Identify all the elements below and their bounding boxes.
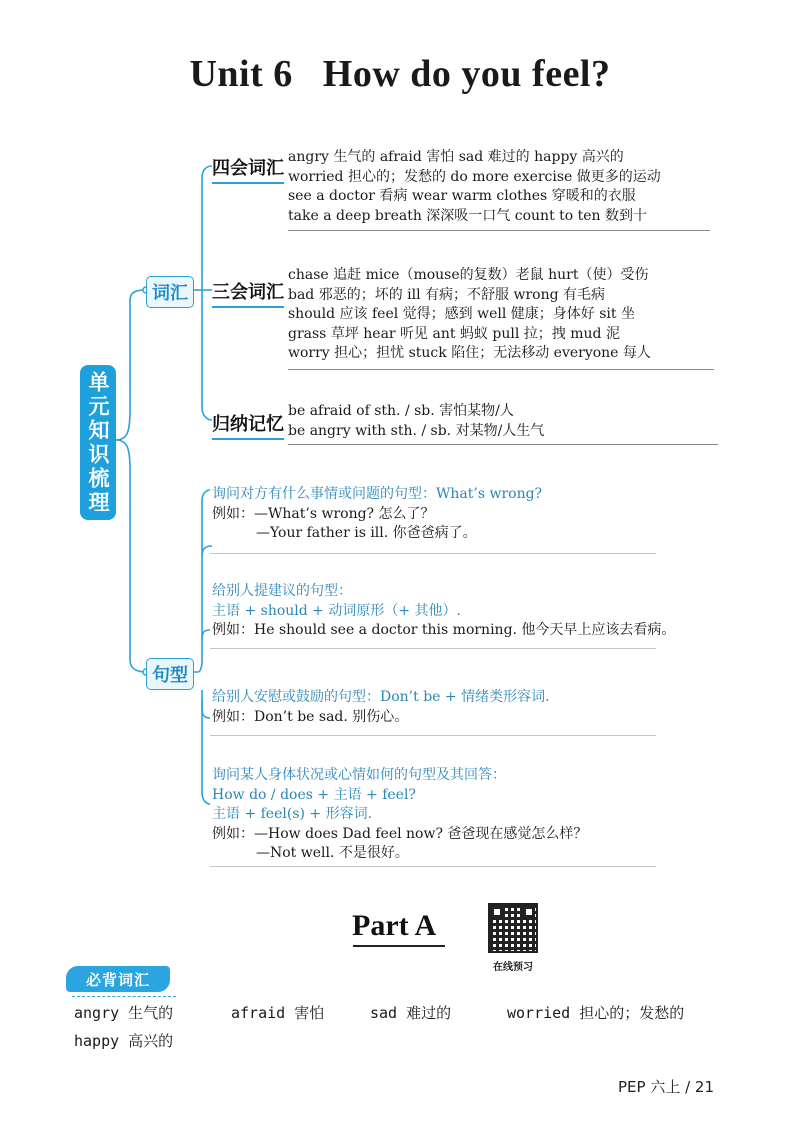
three-skill-line: chase 追赶 mice（mouse的复数）老鼠 hurt（使）受伤 [288,267,649,283]
sentence-divider [210,735,656,736]
connector-sentence-1 [194,546,212,672]
qr-label: 在线预习 [493,962,533,973]
qr-code-icon[interactable] [488,903,538,953]
must-vocab-tag: 必背词汇 [66,966,170,992]
sentence-group-2 [212,582,675,641]
branch-sentences: 句型 [146,658,194,690]
four-skill-line: see a doctor 看病 wear warm clothes 穿暖和的衣服 [288,188,636,205]
sentence-intro: 给别人安慰或鼓励的句型： [212,689,380,705]
three-skill-line: grass 草坪 hear 听见 ant 蚂蚁 pull 拉；拽 mud 泥 [288,325,620,342]
sentence-intro: 询问对方有什么事情或问题的句型： [212,486,436,502]
sentence-pattern: Don’t be + 情绪类形容词. [380,689,550,705]
sentence-pattern: What’s wrong? [436,486,543,502]
sentence-example: 例如：Don’t be sad. 别伤心。 [212,708,409,725]
three-skill-line: bad 邪恶的；坏的 ill 有病；不舒服 wrong 有毛病 [288,286,606,303]
sentence-pattern: 主语 + feel(s) + 形容词. [212,806,373,822]
three-skill-line: worry 担心；担忧 stuck 陷住；无法移动 everyone 每人 [288,345,651,362]
connector-four-skill [202,166,212,290]
sentence-divider [210,648,656,649]
vocab-word: sad 难过的 [370,1004,452,1022]
unit-number: Unit 6 [189,53,293,95]
sentence-example: 例如：He should see a doctor this morning. 他今天早上应该去看病。 [212,622,676,638]
three-skill-line: should 应该 feel 觉得；感到 well 健康；身体好 sit 坐 [288,306,635,323]
sentence-example: 例如：—What’s wrong? 怎么了？ [212,505,435,522]
root-node: 单元知识梳理 [80,365,116,520]
connector-sentence-3 [202,690,210,718]
sentence-pattern: How do / does + 主语 + feel? [212,786,416,803]
part-a-title: Part A [352,909,437,942]
vocab-word: afraid 害怕 [231,1004,325,1022]
sentence-example: 例如：—How does Dad feel now? 爸爸现在感觉怎么样？ [212,825,588,842]
summary-line: be afraid of sth. / sb. 害怕某物/人 [288,403,514,419]
four-skill-line: worried 担心的；发愁的 do more exercise 做更多的运动 [288,168,661,185]
three-skill-underline [288,369,714,370]
summary-line: be angry with sth. / sb. 对某物/人生气 [288,422,545,439]
four-skill-line: take a deep breath 深深吸一口气 count to ten 数到十 [288,207,648,224]
sentence-pattern: 主语 + should + 动词原形（+ 其他）. [212,602,461,619]
four-skill-block [288,148,661,226]
sentence-example: —Not well. 不是很好。 [256,845,409,861]
three-skill-label: 三会词汇 [212,278,284,308]
sentence-intro: 询问某人身体状况或心情如何的句型及其回答： [212,767,506,783]
four-skill-line: angry 生气的 afraid 害怕 sad 难过的 happy 高兴的 [288,149,624,165]
vocab-word: worried 担心的；发愁的 [507,1004,685,1022]
sentence-divider [210,553,656,554]
three-skill-block [288,266,651,364]
vocab-word: angry 生气的 [74,1004,174,1022]
sentence-intro: 给别人提建议的句型： [212,583,352,599]
sentence-group-1 [212,485,542,544]
sentence-example: —Your father is ill. 你爸爸病了。 [256,525,477,541]
connector-root-vocab [116,290,146,440]
unit-topic: How do you feel? [322,53,611,95]
four-skill-label: 四会词汇 [212,154,284,184]
summary-underline [288,444,718,445]
connector-root-sentences [116,440,146,672]
part-a-underline [353,945,445,947]
sentence-group-3 [212,688,550,727]
sentence-group-4 [212,766,587,864]
connector-sentence-2 [202,630,210,640]
four-skill-underline [288,230,710,231]
summary-block [288,402,544,441]
summary-label: 归纳记忆 [212,410,284,440]
page-footer: PEP 六上 / 21 [618,1078,715,1096]
branch-vocab: 词汇 [146,276,194,308]
vocab-word: happy 高兴的 [74,1032,174,1050]
sentence-divider [210,866,656,867]
connector-summary [202,290,212,420]
